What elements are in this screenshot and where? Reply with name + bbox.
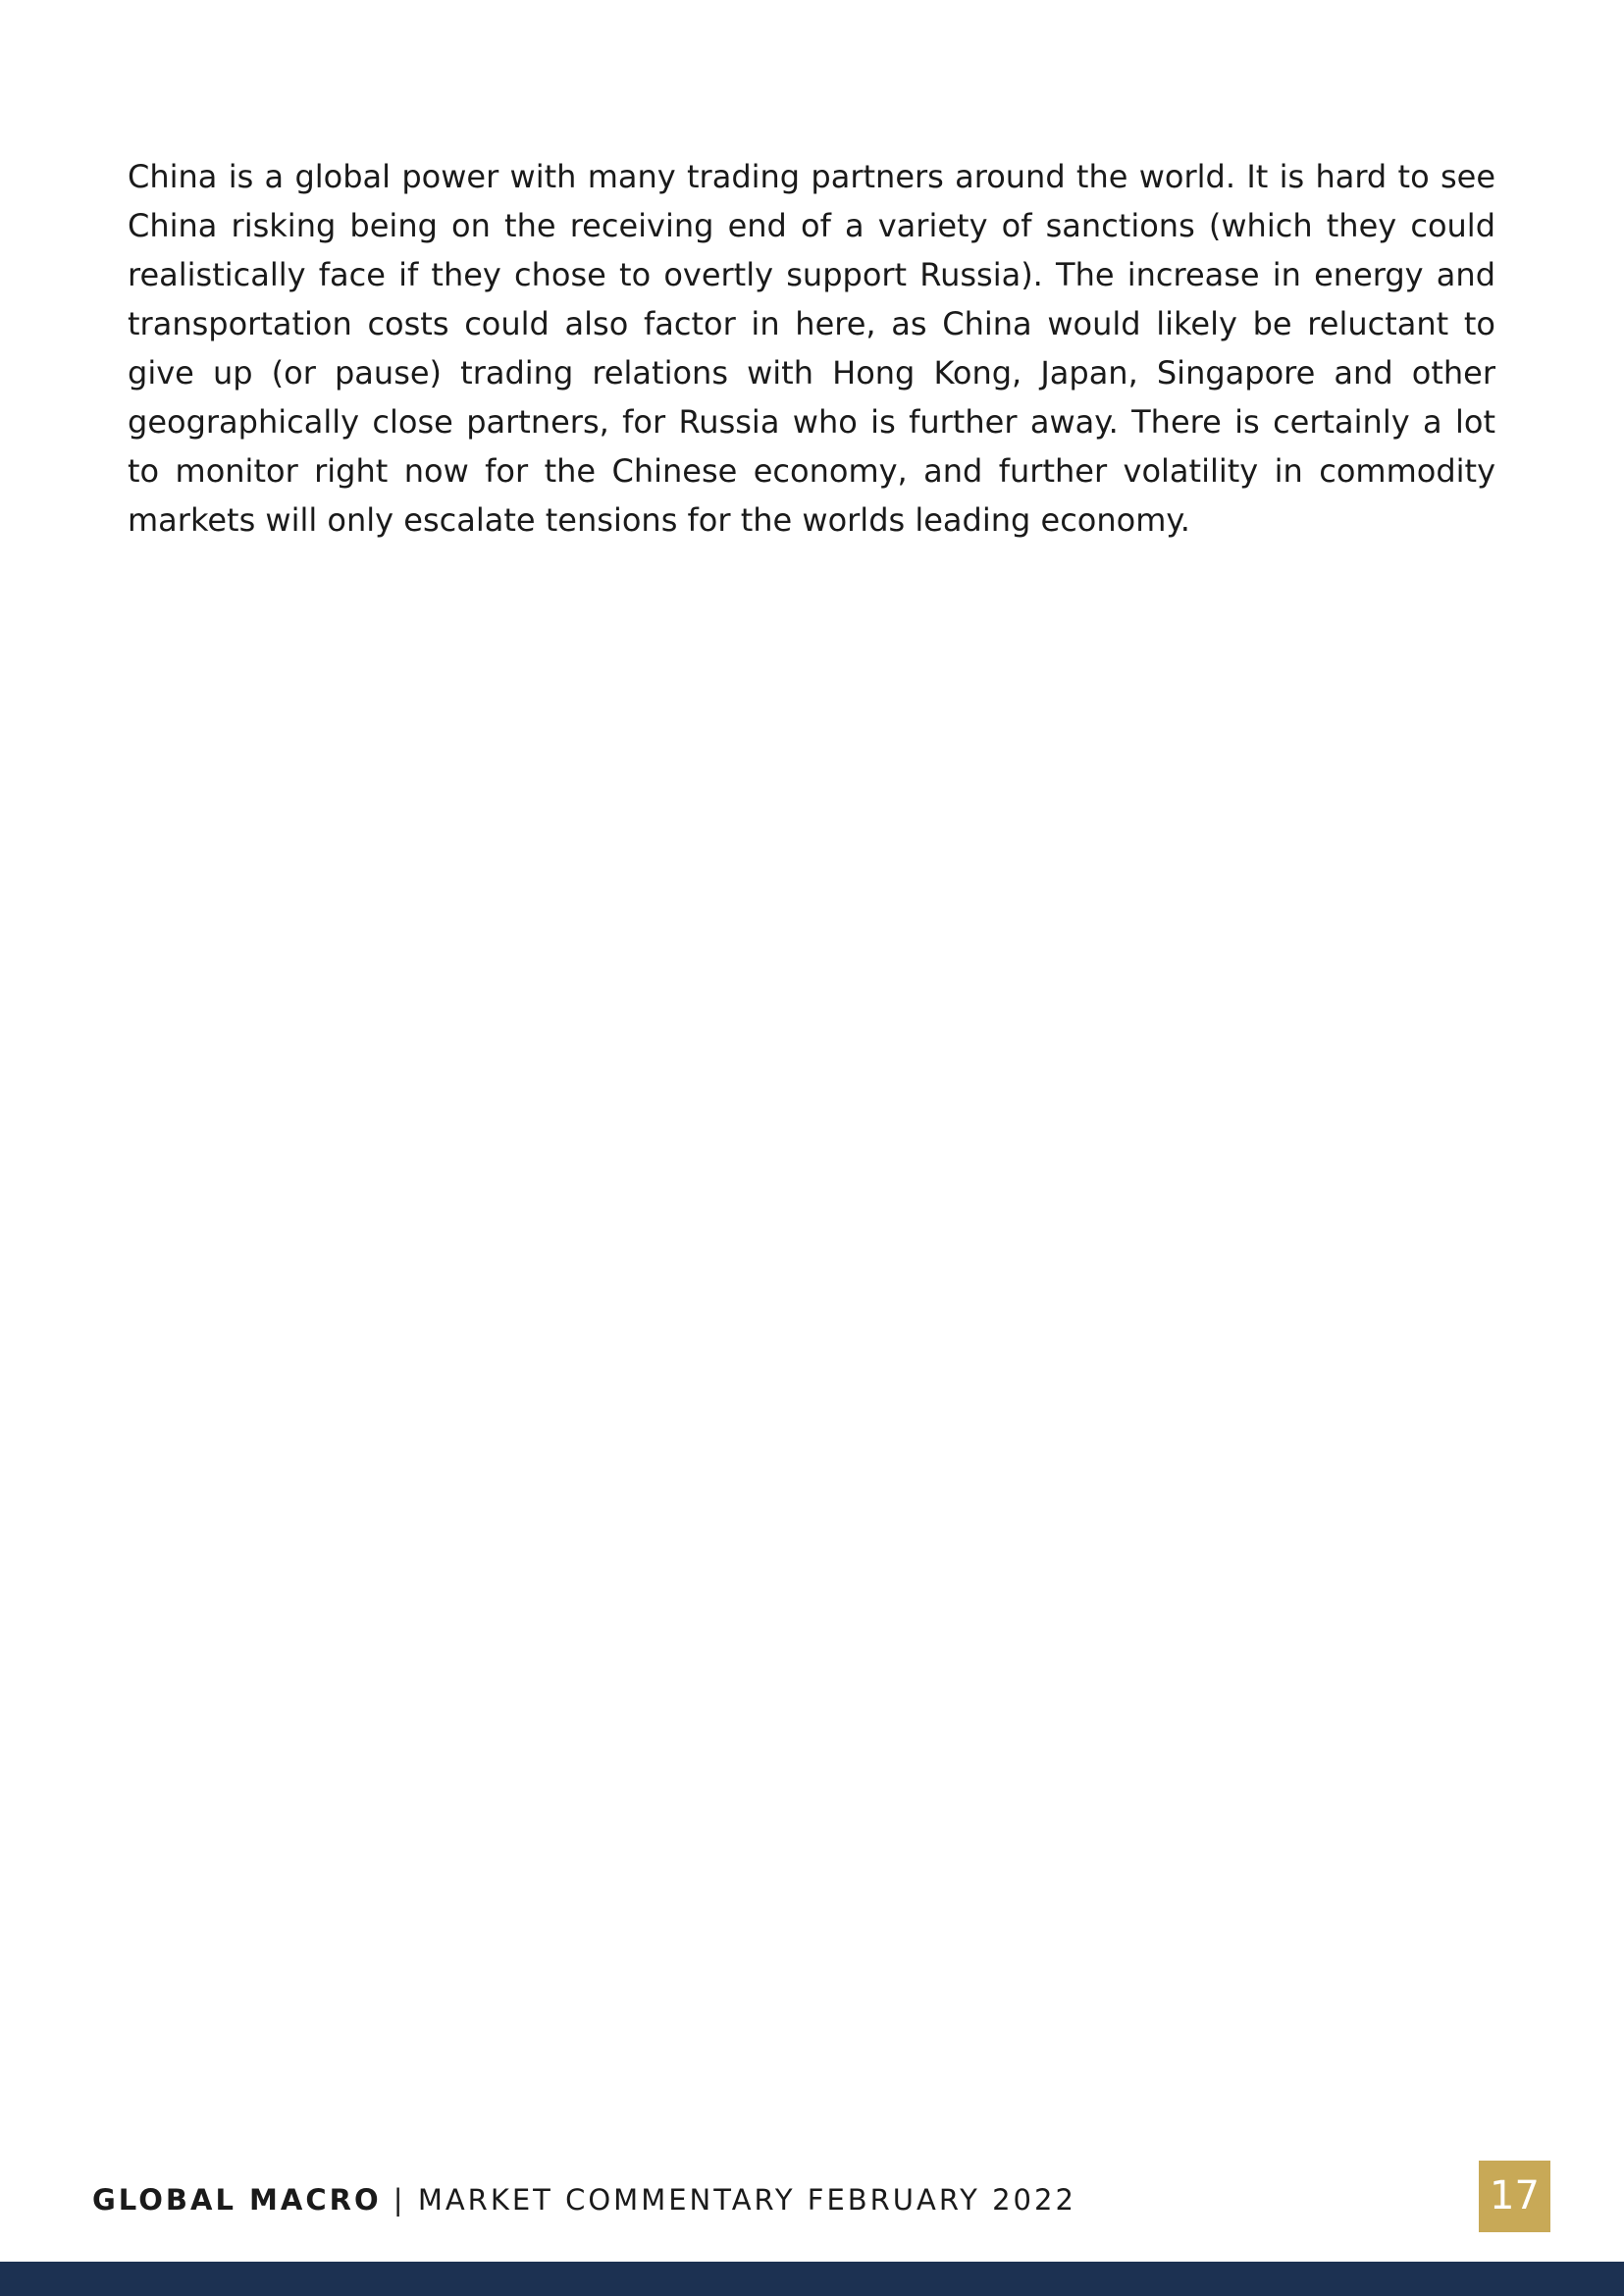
bottom-navy-bar bbox=[0, 2262, 1624, 2296]
page-number-badge: 17 bbox=[1479, 2161, 1550, 2232]
footer bbox=[92, 2183, 1076, 2217]
body-paragraph: China is a global power with many trading partners around the world. It is hard to see China risking being on the receiving end of a variety of sanctions (which they could realistically face if they chose to overtly support Russia). The increase in energy and transportation costs could also factor in here, as China would likely be reluctant to give up (or pause) trading relations with Hong Kong, Japan, Singapore and other geographically close partners, for Russia who is further away. There is certainly a lot to monitor right now for the Chinese economy, and further volatility in commodity markets will only escalate tensions for the worlds leading economy. bbox=[128, 158, 1495, 539]
footer-subtitle: MARKET COMMENTARY FEBRUARY 2022 bbox=[417, 2183, 1076, 2217]
footer-separator: | bbox=[381, 2183, 418, 2217]
footer-brand: GLOBAL MACRO bbox=[92, 2183, 382, 2217]
